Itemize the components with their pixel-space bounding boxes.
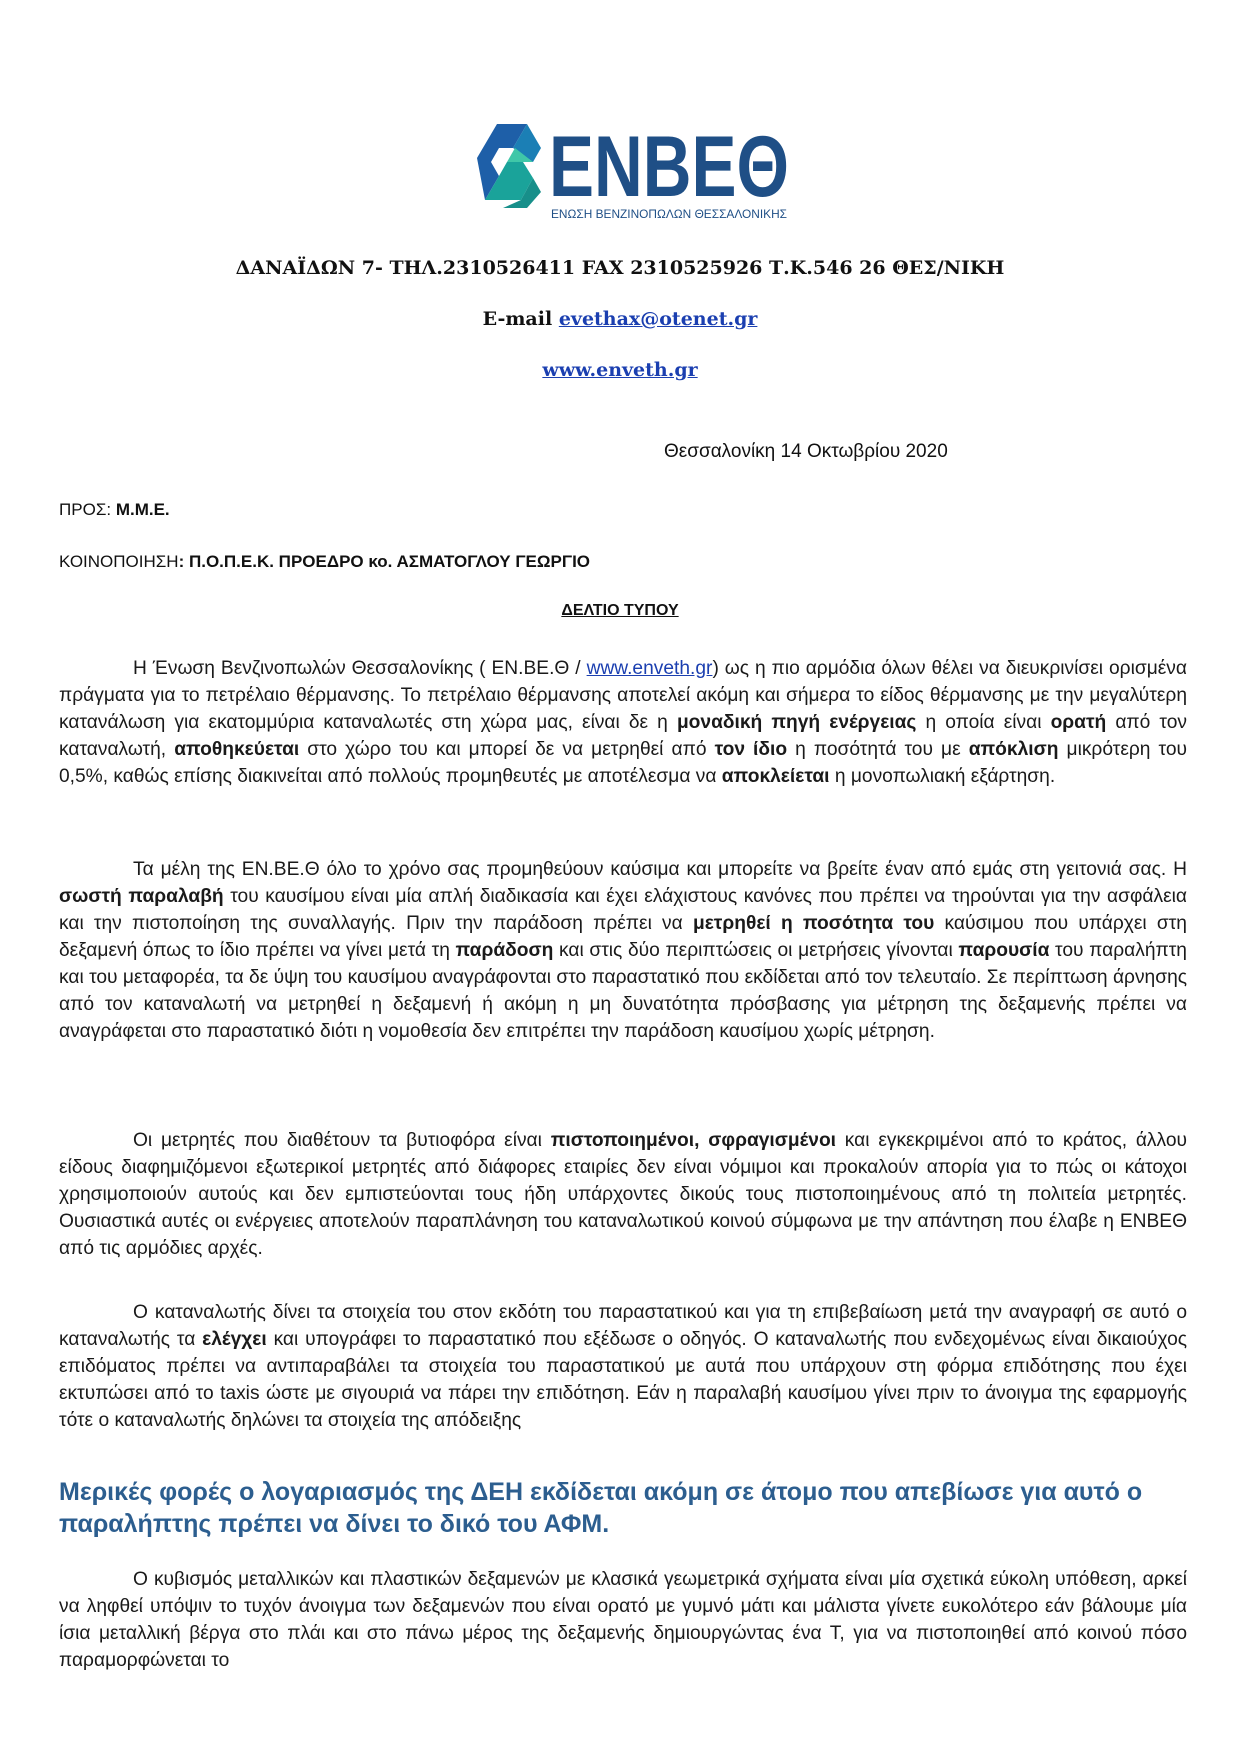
inline-website-link[interactable]: www.enveth.gr <box>586 658 713 679</box>
website-link[interactable]: www.enveth.gr <box>542 359 698 381</box>
recipient-label: ΠΡΟΣ: <box>59 500 112 519</box>
enveth-logo <box>463 112 793 224</box>
document-title: ΔΕΛΤΙΟ ΤΥΠΟΥ <box>561 602 679 619</box>
cc-label: ΚΟΙΝΟΠΟΙΗΣΗ <box>59 552 179 571</box>
paragraph-3: Οι μετρητές που διαθέτουν τα βυτιοφόρα είναι πιστοποιημένοι, σφραγισμένοι και εγκεκριμένοι από το κράτος, άλλου είδους διαφημιζόμενοι εξωτερικοί μετρητές από διάφορες εταιρίες δεν είναι νόμιμοι και προκαλούν απορία για το πώς οι κάτοχοι χρησιμοποιούν αυτούς και δεν εμπιστεύονται τους ήδη υπάρχοντες δικούς τους πιστοποιημένους από τη πολιτεία μετρητές. Ουσιαστικά αυτές οι ενέργειες αποτελούν παραπλάνηση του καταναλωτικού κοινού σύμφωνα με την απάντηση που έλαβε η ΕΝΒΕΘ από τις αρμόδιες αρχές. <box>59 1130 1187 1259</box>
address-line: ΔΑΝΑΪΔΩΝ 7- ΤΗΛ.2310526411 FAX 2310525926 Τ.Κ.546 26 ΘΕΣ/ΝΙΚΗ <box>235 257 1005 279</box>
email-link[interactable]: evethax@otenet.gr <box>558 308 758 330</box>
email-line <box>0 308 1240 330</box>
recipient-value: Μ.Μ.Ε. <box>115 500 170 519</box>
paragraph-4: Ο καταναλωτής δίνει τα στοιχεία του στον εκδότη του παραστατικού και για τη επιβεβαίωση μετά την αναγραφή σε αυτό ο καταναλωτής τα ελέγχει και υπογράφει το παραστατικό που εξέδωσε ο οδηγός. Ο καταναλωτής που ενδεχομένως είναι δικαιούχος επιδόματος πρέπει να αντιπαραβάλει τα στοιχεία του παραστατικού με αυτά που υπάρχουν στη φόρμα επιδότησης που έχει εκτυπώσει από το taxis ώστε με σιγουριά να πάρει την επιδότηση. Εάν η παραλαβή καυσίμου γίνει πριν το άνοιγμα της εφαρμογής τότε ο καταναλωτής δηλώνει τα στοιχεία της απόδειξης <box>59 1302 1187 1431</box>
enveth-logo-graphic <box>463 112 793 224</box>
paragraph-1: Η Ένωση Βενζινοπωλών Θεσσαλονίκης ( ΕΝ.ΒΕ.Θ / www.enveth.gr) ως η πιο αρμόδια όλων θέλει να διευκρινίσει ορισμένα πράγματα για το πετρέλαιο θέρμανσης. Το πετρέλαιο θέρμανσης αποτελεί ακόμη και σήμερα το είδος θέρμανσης με την μεγαλύτερη κατανάλωση για εκατομμύρια καταναλωτές στη χώρα μας, είναι δε η μοναδική πηγή ενέργειας η οποία είναι ορατή από τον καταναλωτή, αποθηκεύεται στο χώρο του και μπορεί δε να μετρηθεί από τον ίδιο η ποσότητά του με απόκλιση μικρότερη του 0,5%, καθώς επίσης διακινείται από πολλούς προμηθευτές με αποτέλεσμα να αποκλείεται η μονοπωλιακή εξάρτηση. <box>59 658 1187 787</box>
logo-subtitle: ΕΝΩΣΗ ΒΕΝΖΙΝΟΠΩΛΩΝ ΘΕΣΣΑΛΟΝΙΚΗΣ <box>551 207 787 221</box>
letter-date: Θεσσαλονίκη 14 Οκτωβρίου 2020 <box>664 441 948 462</box>
section-heading: Μερικές φορές ο λογαριασμός της ΔΕΗ εκδίδεται ακόμη σε άτομο που απεβίωσε για αυτό ο παραλήπτης πρέπει να δίνει το δικό του ΑΦΜ. <box>59 1478 1143 1538</box>
logo-wordmark: ΕΝΒΕΘ <box>549 119 789 215</box>
recipient-line <box>59 500 170 520</box>
email-label: E-mail <box>482 308 553 330</box>
cc-line <box>59 552 590 572</box>
cc-value: : Π.Ο.Π.Ε.Κ. ΠΡΟΕΔΡΟ κο. ΑΣΜΑΤΟΓΛΟΥ ΓΕΩΡΓΙΟ <box>178 552 591 571</box>
paragraph-5: Ο κυβισμός μεταλλικών και πλαστικών δεξαμενών με κλασικά γεωμετρικά σχήματα είναι μία σχετικά εύκολη υπόθεση, αρκεί να ληφθεί υπόψιν το τυχόν άνοιγμα των δεξαμενών που είναι ορατό με γυμνό μάτι και μάλιστα γίνετε ευκολότερο εάν βάλουμε μία ίσια μεταλλική βέργα στο πλάι και στο πάνω μέρος της δεξαμενής δημιουργώντας ένα Τ, για να πιστοποιηθεί από κοινού πόσο παραμορφώνεται το <box>59 1569 1187 1671</box>
website-line <box>0 359 1240 381</box>
paragraph-2: Τα μέλη της ΕΝ.ΒΕ.Θ όλο το χρόνο σας προμηθεύουν καύσιμα και μπορείτε να βρείτε έναν από εμάς στη γειτονιά σας. Η σωστή παραλαβή του καυσίμου είναι μία απλή διαδικασία και έχει ελάχιστους κανόνες που πρέπει να τηρούνται για την ασφάλεια και την πιστοποίηση της συναλλαγής. Πριν την παράδοση πρέπει να μετρηθεί η ποσότητα του καύσιμου που υπάρχει στη δεξαμενή όπως το ίδιο πρέπει να γίνει μετά τη παράδοση και στις δύο περιπτώσεις οι μετρήσεις γίνονται παρουσία του παραλήπτη και του μεταφορέα, τα δε ύψη του καυσίμου αναγράφονται στο παραστατικό που εκδίδεται από τον τελευταίο. Σε περίπτωση άρνησης από τον καταναλωτή να μετρηθεί η δεξαμενή ή ακόμη η μη δυνατότητα πρόσβασης για μέτρηση της δεξαμενής πρέπει να αναγράφεται στο παραστατικό διότι η νομοθεσία δεν επιτρέπει την παράδοση καυσίμου χωρίς μέτρηση. <box>59 859 1187 1042</box>
